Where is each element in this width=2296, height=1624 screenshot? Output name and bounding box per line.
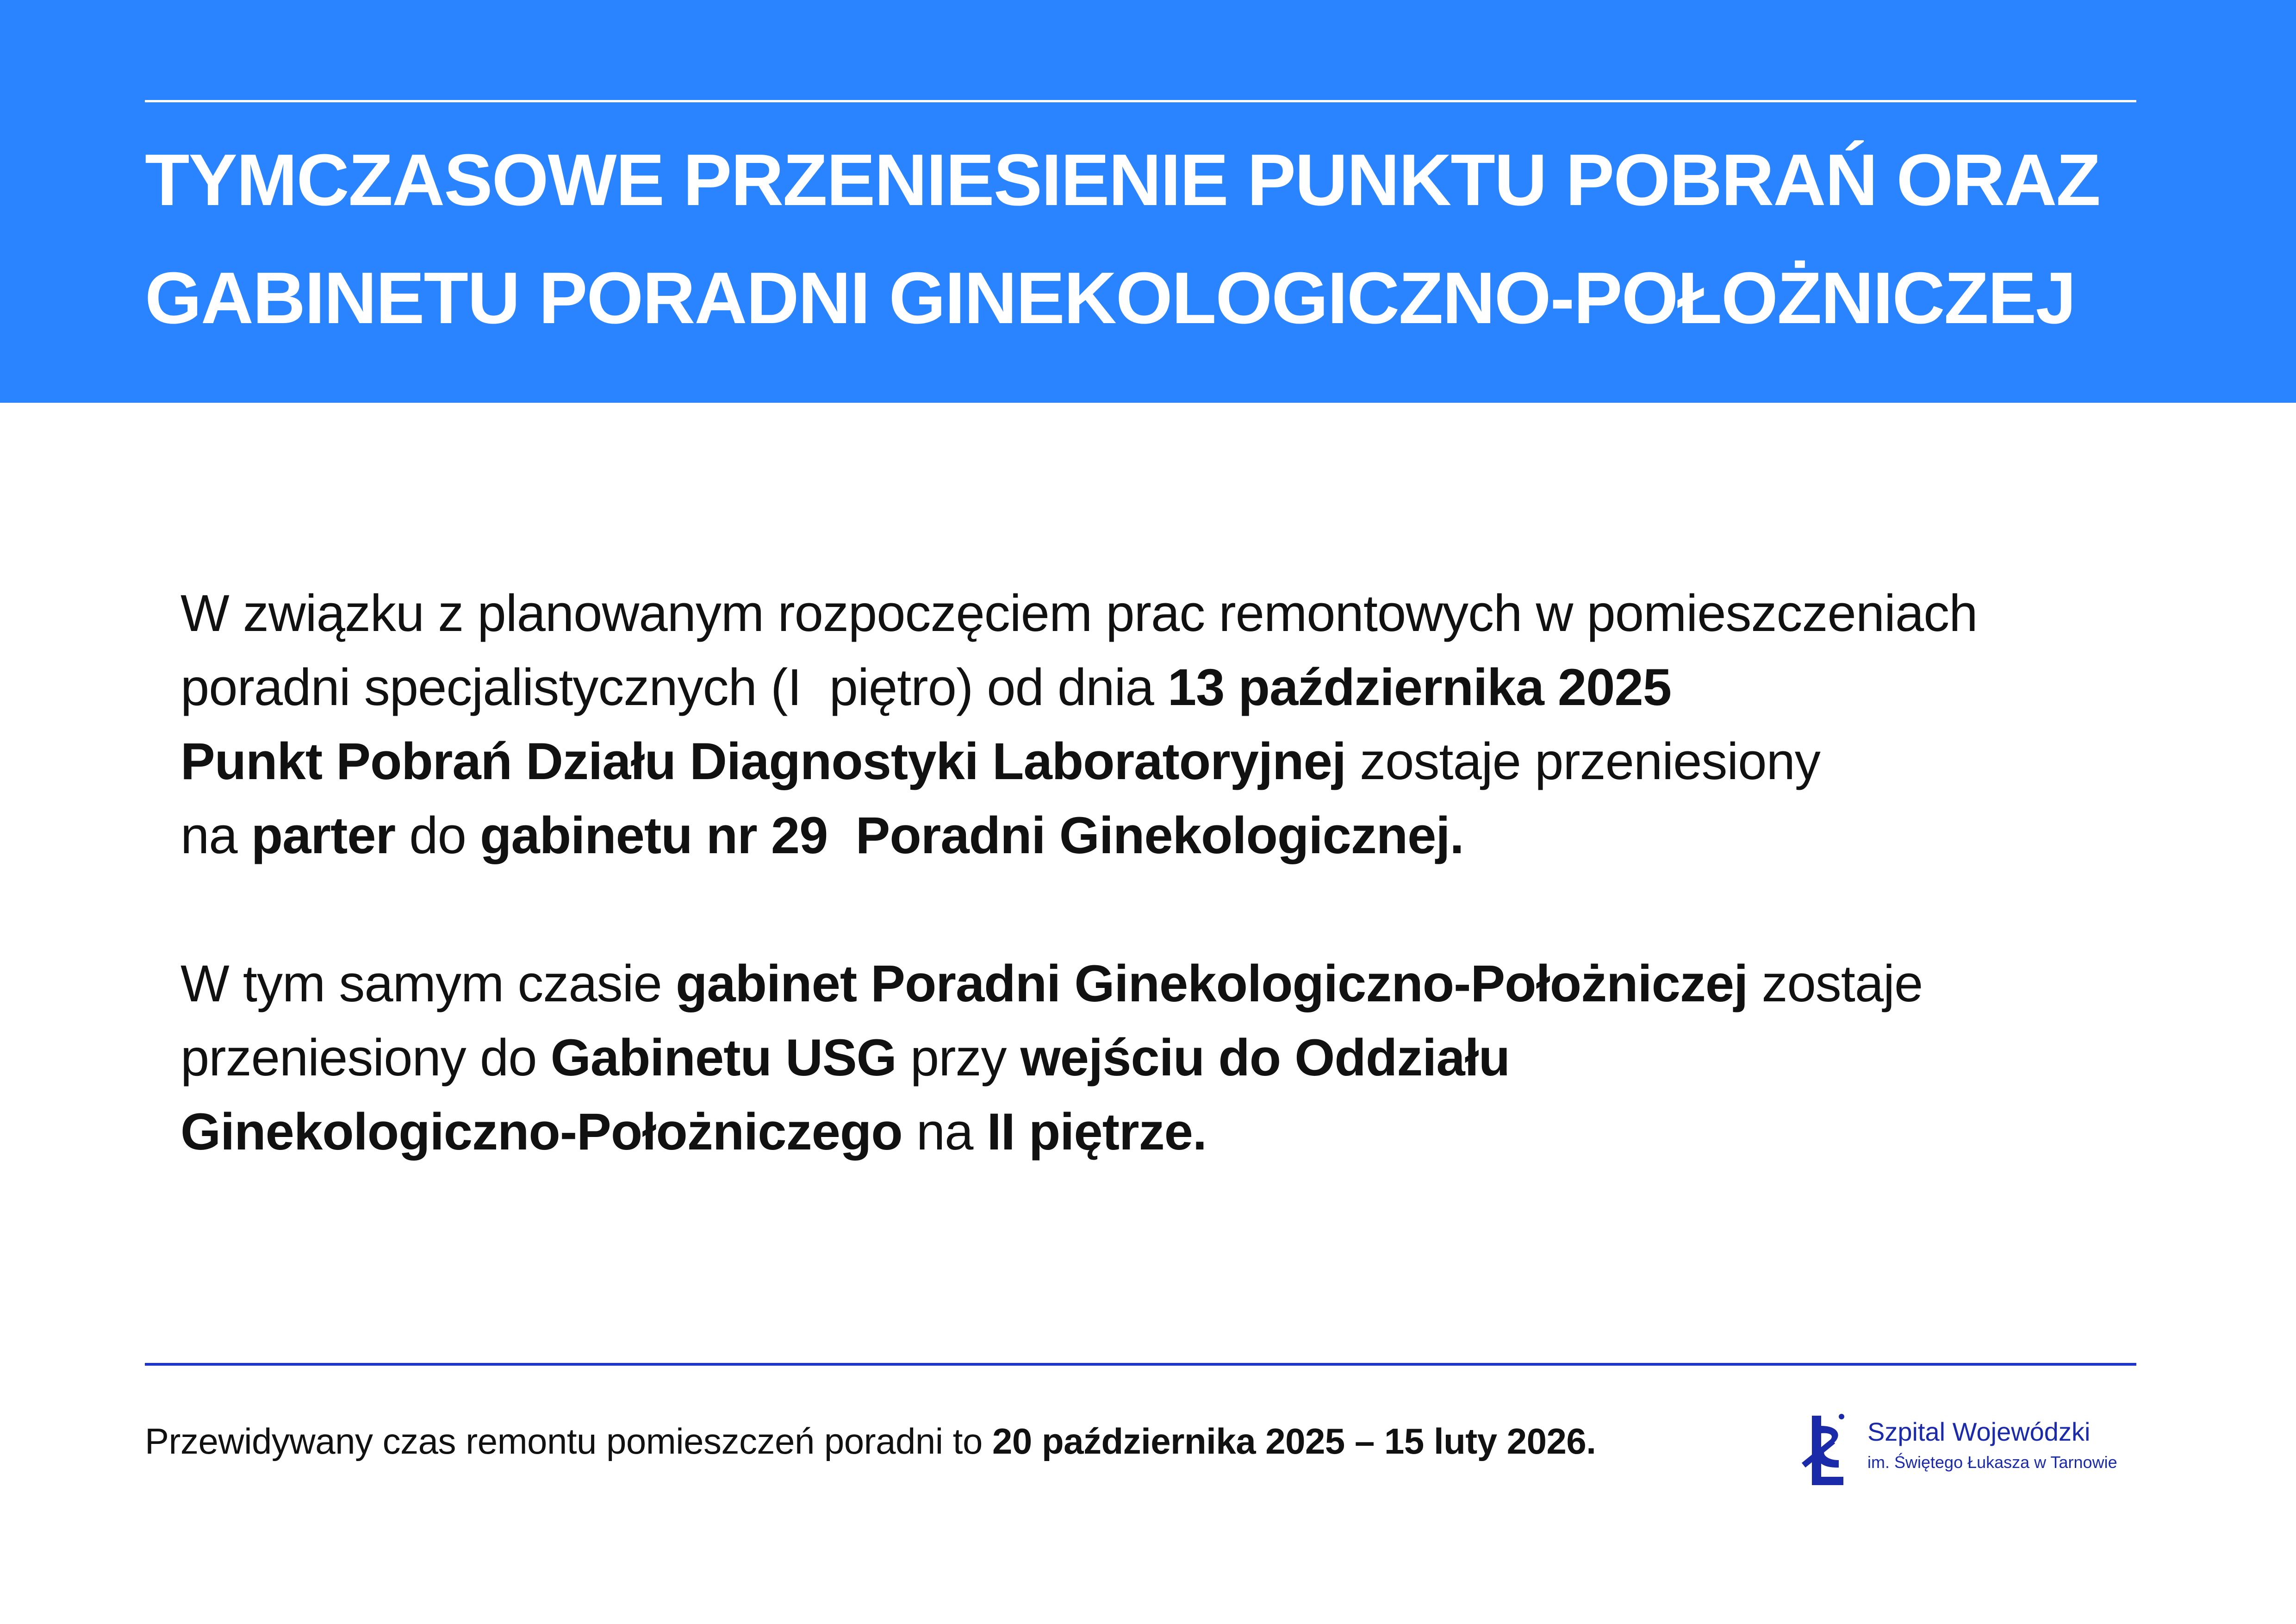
text-span: Przewidywany czas remontu pomieszczeń poradni to [145, 1421, 993, 1462]
title-line-1: TYMCZASOWE PRZENIESIENIE PUNKTU POBRAŃ ORAZ [145, 139, 2100, 221]
text-span: na [902, 1103, 987, 1161]
renovation-dates: 20 października 2025 – 15 luty 2026. [992, 1421, 1596, 1462]
hospital-name: Szpital Wojewódzki [1867, 1417, 2091, 1446]
paragraph-1-line-3 [180, 725, 2194, 799]
title-line-2: GABINETU PORADNI GINEKOLOGICZNO-POŁOŻNICZEJ [145, 257, 2076, 339]
text-span: przy [896, 1029, 1020, 1087]
text-span: przeniesiony do [180, 1029, 551, 1087]
start-date: 13 października 2025 [1167, 658, 1672, 716]
paragraph-1-line-1 [180, 576, 2194, 650]
text-span: W tym samym czasie [180, 955, 676, 1012]
paragraph-2-line-1 [180, 947, 2194, 1021]
paragraph-1-line-4 [180, 799, 2194, 873]
hospital-logo [1798, 1407, 2140, 1495]
paragraph-2-line-3 [180, 1095, 2194, 1169]
clinic-name: gabinet Poradni Ginekologiczno-Położniczej [675, 955, 1748, 1012]
page-title [145, 121, 2181, 357]
hospital-subtitle: im. Świętego Łukasza w Tarnowie [1867, 1453, 2117, 1472]
text-span: do [395, 806, 480, 864]
renovation-period-note [145, 1416, 1596, 1467]
usg-room: Gabinetu USG [550, 1029, 896, 1087]
paragraph-1-line-2 [180, 650, 2194, 725]
ward-name: Ginekologiczno-Położniczego [180, 1103, 902, 1161]
ward-entrance: wejściu do Oddziału [1020, 1029, 1510, 1087]
hospital-logo-icon [1798, 1407, 1847, 1493]
header-banner [0, 0, 2296, 403]
floor-level: II piętrze. [987, 1103, 1207, 1161]
room-name: gabinetu nr 29 Poradni Ginekologicznej. [479, 806, 1464, 864]
header-divider [145, 100, 2136, 102]
text-span: na [180, 806, 251, 864]
paragraph-2-line-2 [180, 1021, 2194, 1095]
footer-divider [145, 1363, 2136, 1366]
floor-name: parter [251, 806, 396, 864]
text-span: zostaje [1748, 955, 1923, 1012]
announcement-paragraph-1 [180, 576, 2194, 873]
text-span: W związku z planowanym rozpoczęciem prac remontowych w pomieszczeniach [180, 584, 1978, 642]
text-span: poradni specjalistycznych (I piętro) od dnia [180, 658, 1168, 716]
announcement-paragraph-2 [180, 947, 2194, 1169]
department-name: Punkt Pobrań Działu Diagnostyki Laboratoryjnej [180, 732, 1346, 790]
text-span: zostaje przeniesiony [1345, 732, 1820, 790]
